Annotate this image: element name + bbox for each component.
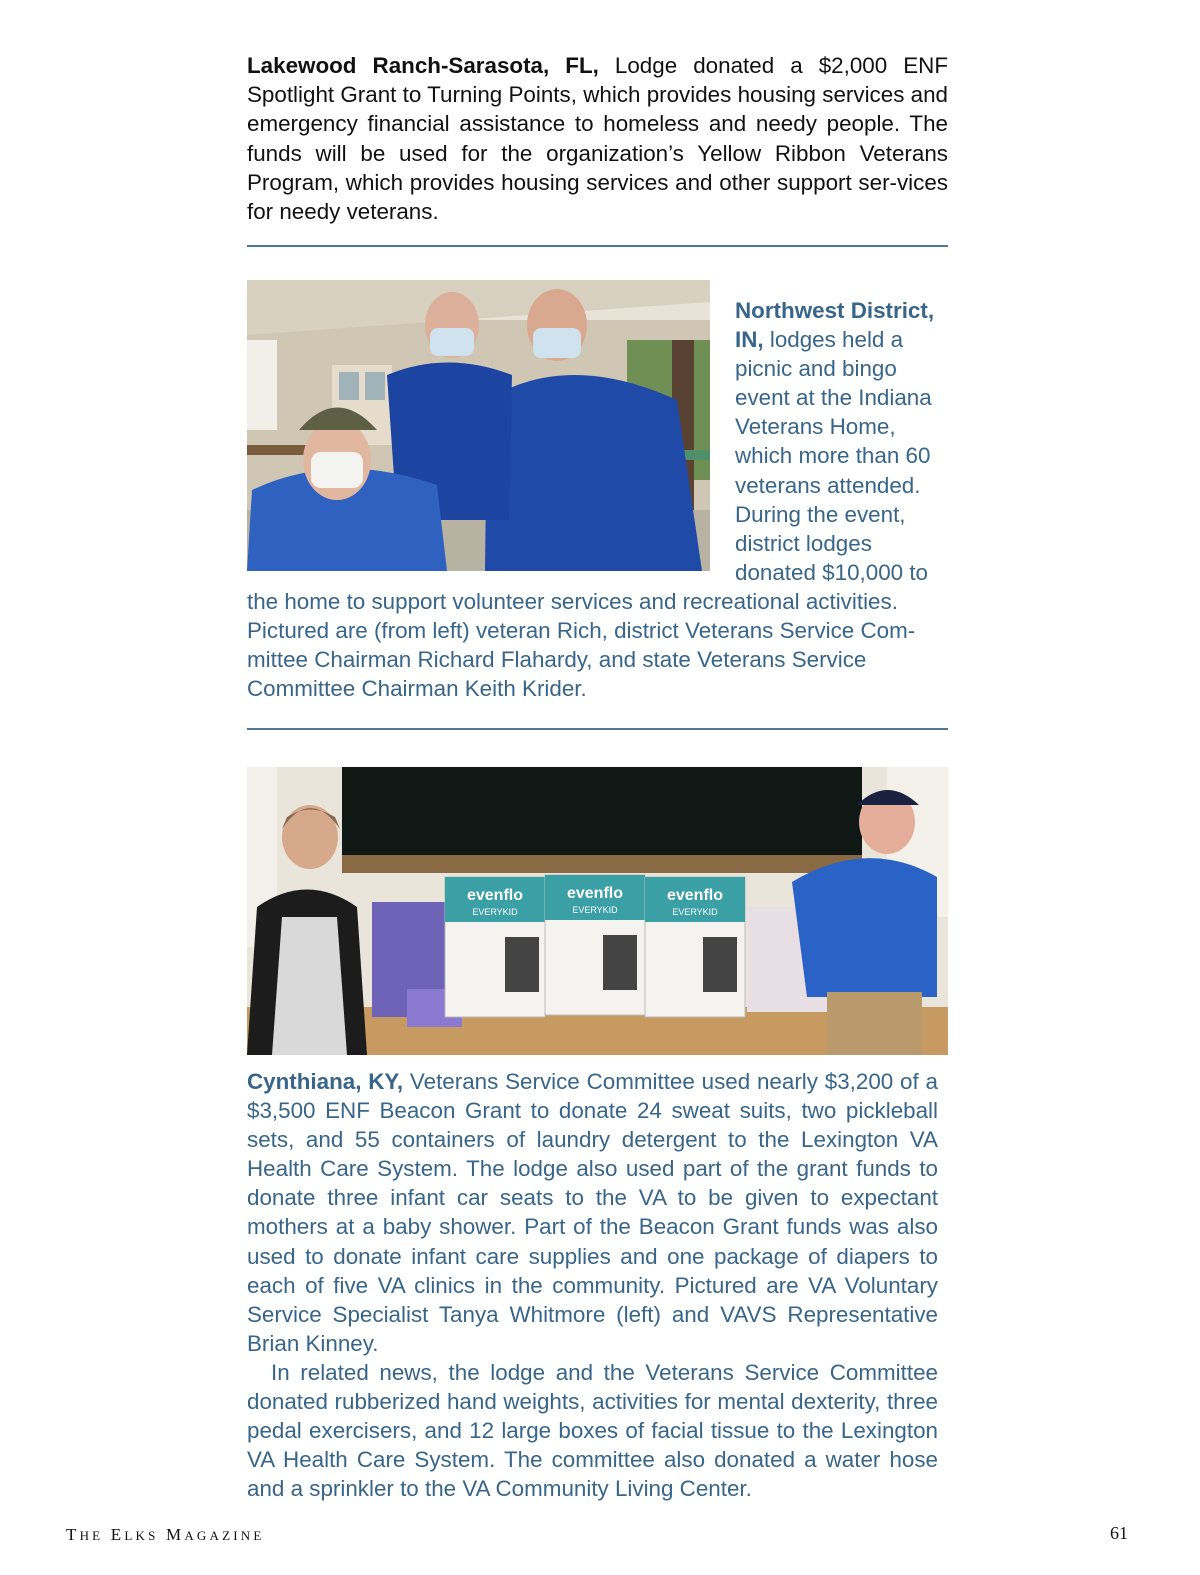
magazine-name: THE ELKS MAGAZINE bbox=[66, 1525, 265, 1544]
photo-veterans-home bbox=[247, 280, 710, 571]
section-divider bbox=[247, 245, 948, 247]
box-brand-label: evenflo bbox=[666, 887, 724, 904]
article-lead: Lakewood Ranch-Sarasota, FL, bbox=[247, 53, 599, 78]
article-cynthiana-text bbox=[247, 1067, 938, 1358]
article-cynthiana bbox=[247, 1067, 938, 1503]
box-model-label: EVERYKID bbox=[572, 905, 618, 915]
article-cynthiana-related: In related news, the lodge and the Veterans Service Committee donated rubberized hand weights, activities for mental dexterity, three pedal exercisers, and 12 large boxes of facial tissue to the Lexington VA Health Care System. The committee also donated a water hose and a sprinkler to the VA Community Living Center. bbox=[247, 1359, 938, 1502]
article-body: Lodge donated a $2,000 ENF Spotlight Grant to Turning Points, which provides housing services and emergency financial assistance to homeless and needy people. The funds will be used for the organization’s Yellow Ribbon Veterans Program, which provides housing services and other support ser-vices for needy veterans. bbox=[247, 53, 948, 225]
photo-veterans-home-image bbox=[247, 280, 710, 571]
box-brand-label: evenflo bbox=[466, 887, 524, 904]
article-body: lodges held a picnic and bingo event at the Indiana Veterans Home, which more than 60 veterans attended. During the event, district lodges donated $10,000 to the home to support volunteer services and recreational activities. Pictured are (from left) veteran Rich, district Veterans Service Com-mittee Chairman Richard Flahardy, and state Veterans Service Committee Chairman Keith Krider. bbox=[247, 327, 932, 702]
box-model-label: EVERYKID bbox=[472, 907, 518, 917]
article-lead: Northwest District, IN, bbox=[735, 298, 935, 353]
box-brand-label: evenflo bbox=[566, 885, 624, 902]
article-lead: Cynthiana, KY, bbox=[247, 1069, 404, 1094]
article-lakewood-ranch bbox=[247, 51, 948, 226]
photo-car-seat-donation bbox=[247, 767, 948, 1055]
section-divider bbox=[247, 728, 948, 730]
article-northwest-district bbox=[247, 296, 948, 703]
page-number: 61 bbox=[1110, 1523, 1128, 1543]
box-model-label: EVERYKID bbox=[672, 907, 718, 917]
article-lakewood-ranch-text bbox=[247, 51, 948, 226]
article-body: Veterans Service Committee used nearly $3,200 of a $3,500 ENF Beacon Grant to donate 24 sweat suits, two pickleball sets, and 55 containers of laundry detergent to the Lexington VA Health Care System. The lodge also used part of the grant funds to donate three infant car seats to the VA to be given to expectant mothers at a baby shower. Part of the Beacon Grant funds was also used to donate infant care supplies and one package of diapers to each of five VA clinics in the community. Pictured are VA Voluntary Service Specialist Tanya Whitmore (left) and VAVS Representative Brian Kinney. bbox=[247, 1069, 938, 1356]
photo-car-seat-donation-image bbox=[247, 767, 948, 1055]
